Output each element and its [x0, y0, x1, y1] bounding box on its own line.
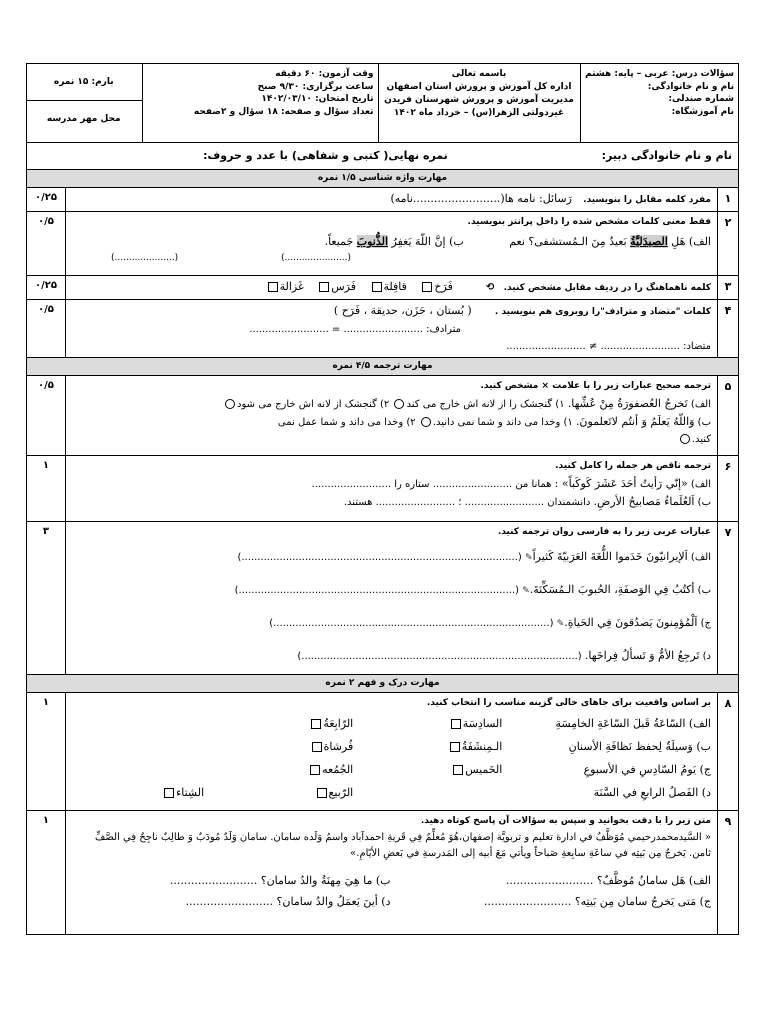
question-number: ۵: [718, 376, 739, 456]
school-stamp-area: محل مهر مدرسه: [26, 100, 141, 137]
option-label: ب): [697, 497, 711, 508]
question-instruction: کلمات "متضاد و مترادف"را روبروی هم بنویسید .: [494, 307, 711, 317]
radio-icon[interactable]: [394, 399, 404, 409]
option-label: ج): [700, 618, 711, 629]
exam-date: تاریخ امتحان: ۱۴۰۲/۰۳/۱۰: [261, 94, 374, 104]
exam-time: ساعت برگزاری: ۹/۳۰ صبح: [257, 81, 374, 92]
county-office: مدیریت آموزش و پرورش شهرستان فریدن: [384, 95, 574, 105]
question-score: ۱: [26, 811, 65, 935]
q9-question-d[interactable]: د) أينَ يَعمَلُ والدُ سامان؟ .........................: [185, 895, 391, 908]
question-instruction: فقط معنی کلمات مشخص شده را داخل پرانتز بنویسید.: [467, 217, 711, 227]
q2-answer-b[interactable]: (.....................): [111, 253, 179, 263]
q3-option: فَرَس: [331, 280, 356, 293]
basmala: باسمه تعالی: [451, 69, 507, 79]
checkbox-icon[interactable]: [164, 788, 174, 798]
q3-option: غَزالة: [279, 280, 304, 293]
checkbox-icon[interactable]: [311, 719, 321, 729]
question-score: ۰/۲۵: [26, 276, 65, 300]
question-instruction: عبارات عربی زیر را به فارسی روان ترجمه کنید.: [497, 527, 711, 537]
q6-a-translation[interactable]: همانا من ......................... ستاره را .........................: [311, 479, 552, 490]
q8-sentence: يَومُ السّادِسِ في الأسبوعِ: [583, 763, 697, 776]
question-score: ۰/۲۵: [26, 188, 65, 212]
question-2: [26, 212, 738, 276]
question-number: ۷: [718, 522, 739, 675]
option-label: د): [702, 651, 711, 662]
question-4: [26, 300, 738, 358]
question-number: ۹: [718, 811, 739, 935]
q8-option: الشِتاء: [176, 786, 205, 799]
q2-answer-a[interactable]: (......................): [281, 253, 351, 263]
q6-a-arabic: «إنّي رَأيتُ أحَدَ عَشَرَ كَوكَباً» :: [554, 477, 688, 490]
question-score: ۱: [26, 693, 65, 811]
q2-a-text: هَلِ: [671, 235, 686, 248]
q8-option: الخَميس: [465, 763, 503, 776]
question-instruction: کلمه ناهماهنگ را در ردیف مقابل مشخص کنید.: [503, 283, 711, 293]
q5-b-option2-cont: کنید.: [691, 434, 711, 445]
q9-passage: « السَّيدمحمدرحيمي مُوَظَّفٌ في ادارة تعليم و تربويَّة إصفهان،هُوَ مُعلِّمٌ فِي قَريةِ احمدآباد واسمُ وَلَده سامان. سامان وَلَدٌ: [223, 832, 711, 843]
section-translation: مهارت ترجمه ۴/۵ نمره: [26, 358, 738, 376]
header-grid: [26, 64, 738, 142]
section-comprehension: مهارت درک و فهم ۲ نمره: [26, 675, 738, 693]
province-office: اداره کل آموزش و پرورش استان اصفهان: [386, 82, 572, 92]
q9-question-c[interactable]: ج) مَتى يَخرجُ سامان مِن بَيتِه؟ .........................: [483, 895, 711, 908]
checkbox-icon[interactable]: [310, 765, 320, 775]
question-number: ۳: [718, 276, 739, 300]
question-number: ۶: [718, 456, 739, 522]
exam-info: [142, 64, 378, 142]
q5-b-arabic: وَاللّهُ يَعلَمُ وَ أنتُم لاتَعلمونَ.: [575, 415, 695, 428]
question-score: ۳: [26, 522, 65, 675]
q8-option: الجُمُعه: [322, 763, 354, 776]
question-3: [26, 276, 738, 300]
q2-b-highlight: الذُّنوبَ: [356, 235, 388, 248]
checkbox-icon[interactable]: [372, 282, 382, 292]
question-instruction: مفرد کلمه مقابل را بنویسید.: [583, 195, 711, 205]
checkbox-icon[interactable]: [450, 742, 460, 752]
q7-arabic: اَلْمُؤمِنونَ يَصدُقونَ فِي الحَياةِ.: [564, 616, 698, 629]
exam-duration: وقت آزمون: ۶۰ دقیقه: [275, 69, 374, 79]
school-name-label: نام آموزشگاه:: [671, 106, 734, 117]
question-instruction: ترجمه صحیح عبارات زیر را با علامت × مشخص کنید.: [480, 381, 711, 391]
q5-b-option2: ۲) وخدا می داند و شما عمل نمی: [277, 417, 416, 428]
q7-arabic: أكتُبُ فِي الوَصفَةِ، الحُبوبَ الـمُسَكِّنَةَ.: [529, 583, 695, 596]
question-6: [26, 456, 738, 522]
radio-icon[interactable]: [680, 434, 690, 444]
q8-option: السادِسَة: [462, 717, 503, 730]
question-7: [26, 522, 738, 675]
office-info: [378, 64, 580, 142]
q3-option: فَرَخ: [434, 280, 453, 293]
q8-option: الرّابِعَةُ: [323, 717, 354, 730]
exam-sheet: [27, 63, 739, 935]
q7-arabic: اَلإيرانيّونَ خَدَموا اللُّغَةَ العَرَبيّةَ كَثيراً: [532, 550, 688, 563]
option-label: ب): [697, 585, 711, 596]
question-8: [26, 693, 738, 811]
q6-b-arabic: اَلعُلَماءُ مَصابيحُ الأرضِ.: [593, 495, 695, 508]
checkbox-icon[interactable]: [312, 742, 322, 752]
school-date: غیردولتی الزهرا(س) – خرداد ماه ۱۴۰۲: [393, 108, 565, 118]
radio-icon[interactable]: [225, 399, 235, 409]
exam-header: [26, 64, 738, 143]
question-instruction: ترجمه ناقص هر جمله را کامل کنید.: [555, 461, 711, 471]
q7-answer[interactable]: (.......................................................................................): [297, 651, 582, 662]
q7-answer[interactable]: (.......................................................................................): [237, 552, 522, 563]
option-label: ب): [696, 740, 711, 753]
question-count: تعداد سؤال و صفحه: ۱۸ سؤال و ۲صفحه: [193, 106, 374, 117]
exam-table: [26, 63, 739, 935]
q1-word: رَسائل: نامه ها(.........................نامه): [390, 192, 572, 205]
student-info: [580, 64, 738, 142]
q8-sentence: الفَصلُ الرابعِ في السَّنَة: [593, 786, 699, 799]
question-1: [26, 188, 738, 212]
teacher-name-label: نام و نام خانوادگی دبیر:: [601, 149, 732, 162]
q4-words: ( بُستان ، حَزَن، حديقة ، فَرَح ): [333, 304, 472, 317]
checkbox-icon[interactable]: [317, 788, 327, 798]
radio-icon[interactable]: [421, 417, 431, 427]
q5-b-option1: ۱) وخدا می داند و شما نمی دانید.: [432, 417, 573, 428]
option-label: الف): [688, 235, 711, 248]
q2-b-text: جَميعاً.: [324, 235, 354, 248]
option-label: ج): [699, 763, 711, 776]
question-instruction: بر اساس واقعیت برای جاهای خالی گزینه مناسب را انتخاب کنید.: [426, 698, 711, 708]
q7-answer[interactable]: (.......................................................................................): [269, 618, 554, 629]
final-score-label: نمره نهایی( کتبی و شفاهی) با عدد و حروف:: [203, 149, 448, 162]
option-label: الف): [690, 479, 711, 490]
q5-a-arabic: تَخرجُ العُصفورَةُ مِنْ عُشِّها.: [567, 397, 688, 410]
question-number: ۸: [718, 693, 739, 811]
option-label: الف): [690, 399, 711, 410]
arrow-icon: ⟲: [486, 282, 495, 293]
question-score: ۱: [26, 456, 65, 522]
checkbox-icon[interactable]: [268, 282, 278, 292]
option-label: ب): [697, 417, 711, 428]
q9-question-a[interactable]: الف) هَل سامانُ مُوظَّفٌ؟ .........................: [505, 874, 711, 887]
question-instruction: متن زیر را با دقت بخوانید و سپس به سؤالات آن پاسخ کوتاه دهید.: [420, 816, 711, 826]
score-stamp: [26, 64, 142, 142]
seat-number-label: شماره صندلی:: [668, 94, 734, 104]
pen-icon: ✎: [522, 586, 530, 596]
question-number: ۲: [718, 212, 739, 276]
pen-icon: ✎: [556, 619, 565, 629]
option-label: د): [701, 786, 711, 799]
q8-option: فُرشاة: [323, 740, 354, 753]
question-score: ۰/۵: [26, 212, 65, 276]
checkbox-icon[interactable]: [453, 765, 463, 775]
q4-synonym-field[interactable]: مترادف: ......................... = .........................: [249, 324, 461, 335]
q8-sentence: وَسيلَةٌ لِحفظ نَظافَةِ الأسنانِ: [568, 740, 693, 753]
checkbox-icon[interactable]: [319, 282, 329, 292]
checkbox-icon[interactable]: [451, 719, 461, 729]
course-title: سؤالات درس: عربی – پایه: هشتم: [585, 69, 734, 79]
option-label: ب): [449, 235, 464, 248]
option-label: الف): [688, 717, 711, 730]
question-number: ۴: [718, 300, 739, 358]
q6-b-translation[interactable]: دانشمندان ......................... ؛ ......................... هستند.: [343, 497, 591, 508]
q7-answer[interactable]: (.......................................................................................): [234, 585, 520, 596]
q5-a-option1: ۱) گنجشک را از لانه اش خارج می کند: [406, 399, 565, 410]
q8-sentence: السّاعَةُ قَبلَ السّاعَةِ الخامِسَةِ: [555, 717, 686, 730]
q9-passage: مُودَبٌ وَ طالِبٌ ناجِحٌ فِي الصَّفِّ ثامن. يَخرجُ مِن بَيتِه في ساعَةِ سابِعةِ صَباحاً ويأتي مَعَ أبيه إلى المَدرسةِ في بَعضِ الأيّامِ.»: [94, 832, 711, 859]
q2-a-text: بَعيدٌ مِنَ الـمُستشفى؟ نعم: [509, 235, 627, 248]
option-label: الف): [690, 552, 711, 563]
checkbox-icon[interactable]: [422, 282, 432, 292]
student-name-label: نام و نام خانوادگی:: [647, 81, 734, 92]
q9-question-b[interactable]: ب) ما هِيَ مِهنَةُ والدُ سامان؟ .........................: [169, 874, 391, 887]
q7-arabic: تَرجِعُ الأمُّ وَ تَسألُ فِراخَها.: [584, 649, 700, 662]
section-vocabulary: مهارت واژه شناسی ۱/۵ نمره: [26, 170, 738, 188]
q3-option: قافِلة: [383, 280, 407, 293]
q2-a-highlight: الصيدَليَّةُ: [630, 235, 668, 248]
question-number: ۱: [718, 188, 739, 212]
question-score: ۰/۵: [26, 376, 65, 456]
teacher-row: [26, 143, 738, 170]
q5-a-option2: ۲) گنجشک از لانه اش خارج می شود: [237, 399, 390, 410]
q4-antonym-field[interactable]: متضاد: ......................... ≠ .........................: [506, 341, 711, 352]
pen-icon: ✎: [525, 553, 533, 563]
q8-option: الرّبيع: [328, 786, 354, 799]
question-score: ۰/۵: [26, 300, 65, 358]
question-9: [26, 811, 738, 935]
question-5: [26, 376, 738, 456]
q2-b-text: إنَّ اللّهَ يَغفِرُ: [391, 235, 446, 248]
q8-option: الـمِنشَفَةُ: [461, 740, 503, 753]
total-score: بارم: ۱۵ نمره: [53, 77, 114, 87]
